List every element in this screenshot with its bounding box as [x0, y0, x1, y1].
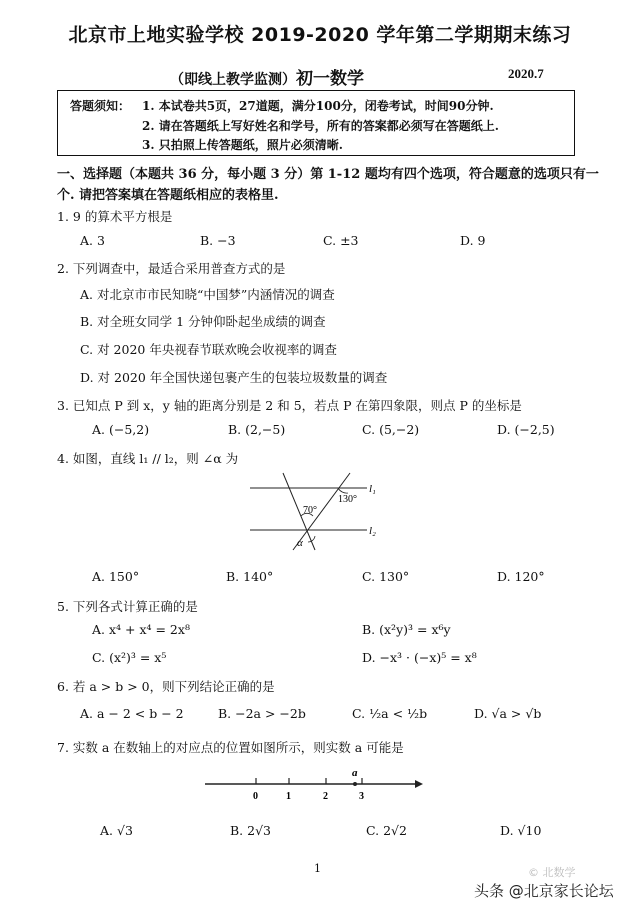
section-heading-line1: 一、选择题（本题共 36 分，每小题 3 分）第 1-12 题均有四个选项，符合题意的选项只有一	[57, 167, 599, 182]
q5-option-b: B. (x²y)³ = x⁶y	[362, 622, 451, 637]
q6-option-a: A. a − 2 < b − 2	[80, 706, 184, 721]
arc-130	[338, 488, 348, 493]
q6-option-c: C. ½a < ½b	[352, 706, 428, 721]
question-2-stem: 2. 下列调查中，最适合采用普查方式的是	[57, 261, 286, 276]
q2-option-d: D. 对 2020 年全国快递包裹产生的包装垃圾数量的调查	[80, 370, 388, 385]
parallel-lines-figure	[245, 470, 395, 555]
q5-option-d: D. −x³ · (−x)⁵ = x⁸	[362, 650, 477, 665]
point-a-label: a	[352, 767, 358, 779]
question-7-stem: 7. 实数 a 在数轴上的对应点的位置如图所示，则实数 a 可能是	[57, 740, 404, 755]
q2-option-b: B. 对全班女同学 1 分钟仰卧起坐成绩的调查	[80, 314, 326, 329]
line-label-l2: l₂	[369, 525, 376, 537]
subtitle-main: 初一数学	[296, 69, 364, 89]
number-line-arrow	[415, 780, 423, 788]
question-4-stem: 4. 如图，直线 l₁ // l₂，则 ∠α 为	[57, 451, 239, 466]
question-5-stem: 5. 下列各式计算正确的是	[57, 599, 198, 614]
q3-option-b: B. (2,−5)	[228, 422, 286, 437]
question-1-stem: 1. 9 的算术平方根是	[57, 209, 173, 224]
q5-option-c: C. (x²)³ = x⁵	[92, 650, 167, 665]
q7-option-c: C. 2√2	[366, 823, 407, 838]
q5-option-a: A. x⁴ + x⁴ = 2x⁸	[92, 622, 190, 637]
q7-option-a: A. √3	[100, 823, 133, 838]
q4-option-c: C. 130°	[362, 569, 410, 584]
tick-label-3: 3	[359, 791, 364, 802]
number-line-figure	[200, 762, 425, 802]
section-heading-line2: 个. 请把答案填在答题纸相应的表格里.	[57, 188, 279, 203]
tick-label-0: 0	[253, 791, 258, 802]
q1-option-d: D. 9	[460, 233, 486, 248]
tick-label-1: 1	[286, 791, 291, 802]
question-3-stem: 3. 已知点 P 到 x，y 轴的距离分别是 2 和 5，若点 P 在第四象限，则点 P 的坐标是	[57, 398, 522, 413]
page-number: 1	[314, 862, 321, 875]
q6-option-b: B. −2a > −2b	[218, 706, 306, 721]
q1-option-c: C. ±3	[323, 233, 359, 248]
q2-option-a: A. 对北京市市民知晓“中国梦”内涵情况的调查	[80, 287, 335, 302]
q4-option-d: D. 120°	[497, 569, 545, 584]
notice-line-2: 2. 请在答题纸上写好姓名和学号，所有的答案都必须写在答题纸上.	[142, 119, 499, 133]
angle-label-70: 70°	[303, 505, 317, 516]
notice-box	[57, 90, 575, 156]
subtitle-prefix: （即线上教学监测）	[170, 72, 296, 88]
q7-option-b: B. 2√3	[230, 823, 272, 838]
line-label-l1: l₁	[369, 483, 376, 495]
q1-option-a: A. 3	[80, 233, 105, 248]
q4-option-a: A. 150°	[92, 569, 140, 584]
faint-watermark: © 北数学	[528, 866, 576, 879]
q3-option-a: A. (−5,2)	[92, 422, 150, 437]
notice-line-1: 1. 本试卷共5页，27道题，满分100分，闭卷考试，时间90分钟.	[142, 99, 494, 113]
exam-subtitle	[170, 64, 364, 89]
notice-label: 答题须知：	[70, 99, 131, 113]
q2-option-c: C. 对 2020 年央视春节联欢晚会收视率的调查	[80, 342, 337, 357]
angle-label-alpha: α	[297, 537, 303, 549]
watermark: 头条 @北京家长论坛	[474, 882, 614, 900]
question-6-stem: 6. 若 a > b > 0，则下列结论正确的是	[57, 679, 275, 694]
tick-label-2: 2	[323, 791, 328, 802]
page-title: 北京市上地实验学校 2019-2020 学年第二学期期末练习	[68, 24, 572, 46]
point-a	[353, 782, 357, 786]
q6-option-d: D. √a > √b	[474, 706, 542, 721]
q3-option-c: C. (5,−2)	[362, 422, 420, 437]
notice-line-3: 3. 只拍照上传答题纸，照片必须清晰.	[142, 138, 343, 152]
q4-option-b: B. 140°	[226, 569, 274, 584]
angle-label-130: 130°	[338, 494, 357, 505]
q7-option-d: D. √10	[500, 823, 542, 838]
exam-date: 2020.7	[508, 66, 544, 81]
q1-option-b: B. −3	[200, 233, 236, 248]
q3-option-d: D. (−2,5)	[497, 422, 555, 437]
